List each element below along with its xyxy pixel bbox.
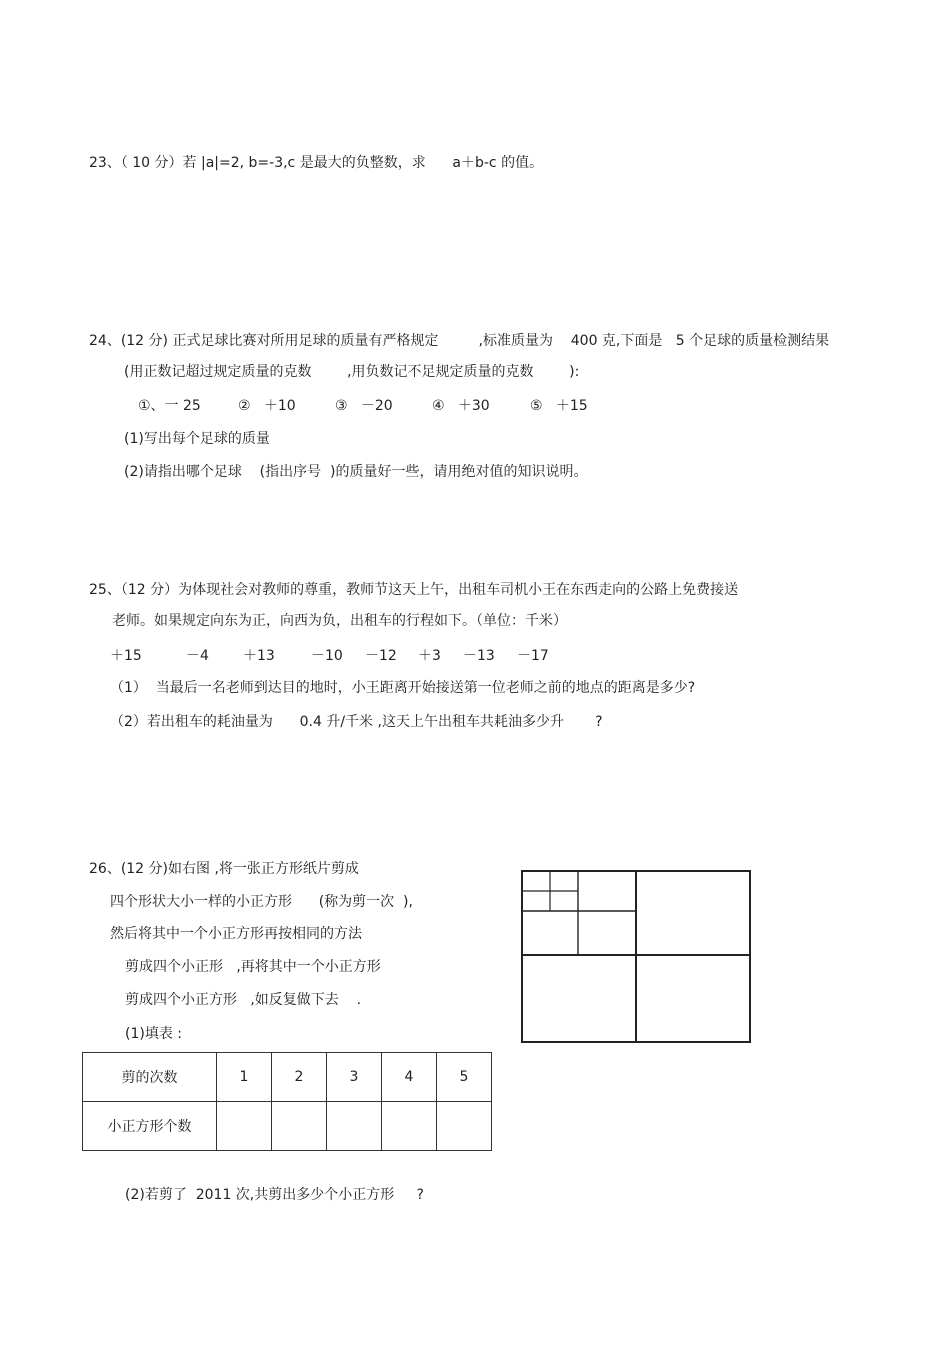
question-25-part-2: （2）若出租车的耗油量为 0.4 升/千米 ,这天上午出租车共耗油多少升 ? xyxy=(110,714,603,730)
question-23: 23、（ 10 分）若 |a|=2, b=-3,c 是最大的负整数，求 a＋b-c 的值。 xyxy=(89,155,544,171)
table-cell xyxy=(382,1102,437,1151)
table-cell xyxy=(272,1102,327,1151)
football-item-4: ④ ＋30 xyxy=(432,398,490,414)
football-item-1: ①、一 25 xyxy=(138,398,201,414)
table-header-cell: 剪的次数 xyxy=(83,1053,217,1102)
trip-value: ＋15 xyxy=(110,648,142,664)
trip-value: －4 xyxy=(186,648,209,664)
table-column-header: 4 xyxy=(382,1053,437,1102)
fill-table-label: (1)填表 : xyxy=(125,1026,182,1042)
table-row xyxy=(83,1102,492,1151)
fill-table xyxy=(82,1052,492,1151)
question-25-part-1: （1） 当最后一名老师到达目的地时，小王距离开始接送第一位老师之前的地点的距离是多少? xyxy=(110,680,696,696)
table-column-header: 3 xyxy=(327,1053,382,1102)
football-item-5: ⑤ ＋15 xyxy=(530,398,588,414)
question-24-line-2: (用正数记超过规定质量的克数 ,用负数记不足规定质量的克数 ): xyxy=(124,364,580,380)
question-25-line-2: 老师。如果规定向东为正，向西为负，出租车的行程如下。（单位：千米） xyxy=(112,613,567,629)
trip-value: ＋3 xyxy=(418,648,441,664)
table-row xyxy=(83,1053,492,1102)
trip-value: －12 xyxy=(365,648,397,664)
question-24-part-2: (2)请指出哪个足球 (指出序号 )的质量好一些，请用绝对值的知识说明。 xyxy=(124,464,588,480)
question-24-part-1: (1)写出每个足球的质量 xyxy=(124,431,270,447)
table-column-header: 5 xyxy=(437,1053,492,1102)
question-26-line-3: 然后将其中一个小正方形再按相同的方法 xyxy=(110,926,362,942)
question-26-line-5: 剪成四个小正方形 ,如反复做下去 . xyxy=(125,992,362,1008)
question-24-line-1: 24、(12 分) 正式足球比赛对所用足球的质量有严格规定 ,标准质量为 400 克,下面是 5 个足球的质量检测结果 xyxy=(89,333,830,349)
table-cell xyxy=(217,1102,272,1151)
question-26-line-2: 四个形状大小一样的小正方形 (称为剪一次 ), xyxy=(110,894,413,910)
football-item-2: ② ＋10 xyxy=(238,398,296,414)
table-header-cell: 小正方形个数 xyxy=(83,1102,217,1151)
trip-value: －17 xyxy=(517,648,549,664)
trip-value: －10 xyxy=(311,648,343,664)
table-cell xyxy=(327,1102,382,1151)
trip-value: ＋13 xyxy=(243,648,275,664)
football-item-3: ③ －20 xyxy=(335,398,393,414)
trip-value: －13 xyxy=(463,648,495,664)
table-column-header: 1 xyxy=(217,1053,272,1102)
square-cutting-figure xyxy=(521,869,753,1044)
question-26-part-2: (2)若剪了 2011 次,共剪出多少个小正方形 ? xyxy=(125,1187,424,1203)
question-26-line-4: 剪成四个小正形 ,再将其中一个小正方形 xyxy=(125,959,381,975)
question-25-line-1: 25、（12 分）为体现社会对教师的尊重，教师节这天上午，出租车司机小王在东西走向的公路上免费接送 xyxy=(89,582,739,598)
table-cell xyxy=(437,1102,492,1151)
question-26-line-1: 26、(12 分)如右图 ,将一张正方形纸片剪成 xyxy=(89,861,359,877)
table-column-header: 2 xyxy=(272,1053,327,1102)
